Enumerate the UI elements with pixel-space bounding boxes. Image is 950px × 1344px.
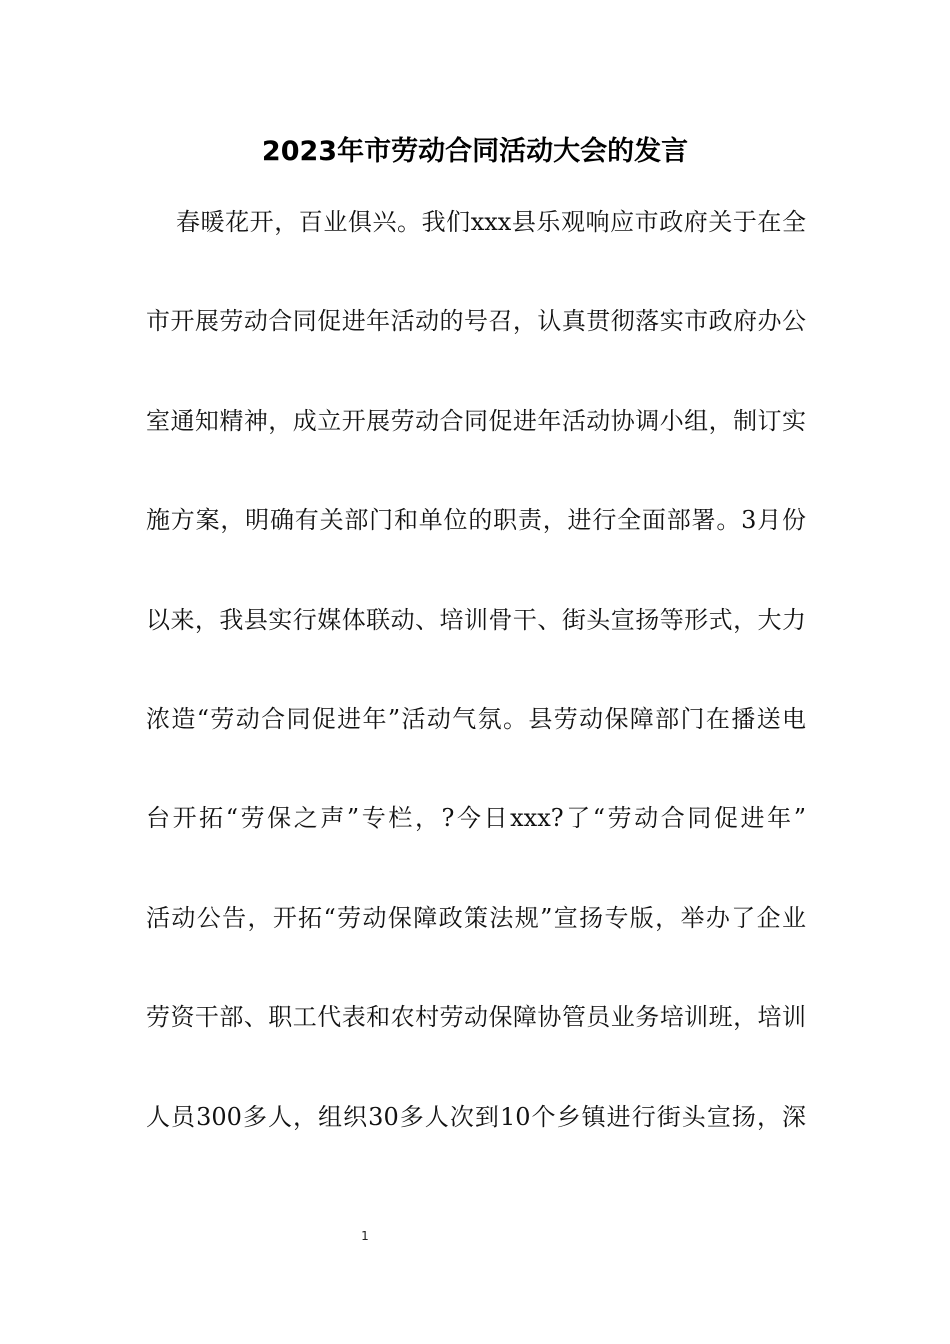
body-line-1: 春暖花开，百业俱兴。我们xxx县乐观响应市政府关于在全 <box>176 208 806 236</box>
page-number: 1 <box>361 1229 369 1243</box>
body-line-7: 台开拓“劳保之声”专栏，?今日xxx?了“劳动合同促进年” <box>146 804 806 832</box>
body-line-10: 人员300多人，组织30多人次到10个乡镇进行街头宣扬，深 <box>146 1103 806 1131</box>
body-line-8: 活动公告，开拓“劳动保障政策法规”宣扬专版，举办了企业 <box>146 904 806 932</box>
body-line-2: 市开展劳动合同促进年活动的号召，认真贯彻落实市政府办公 <box>146 307 806 335</box>
body-line-6: 浓造“劳动合同促进年”活动气氛。县劳动保障部门在播送电 <box>146 705 806 733</box>
document-title: 2023年市劳动合同活动大会的发言 <box>261 136 689 167</box>
body-line-5: 以来，我县实行媒体联动、培训骨干、街头宣扬等形式，大力 <box>146 606 806 634</box>
body-line-3: 室通知精神，成立开展劳动合同促进年活动协调小组，制订实 <box>146 407 806 435</box>
body-line-9: 劳资干部、职工代表和农村劳动保障协管员业务培训班，培训 <box>146 1003 806 1031</box>
body-line-4: 施方案，明确有关部门和单位的职责，进行全面部署。3月份 <box>146 506 806 534</box>
